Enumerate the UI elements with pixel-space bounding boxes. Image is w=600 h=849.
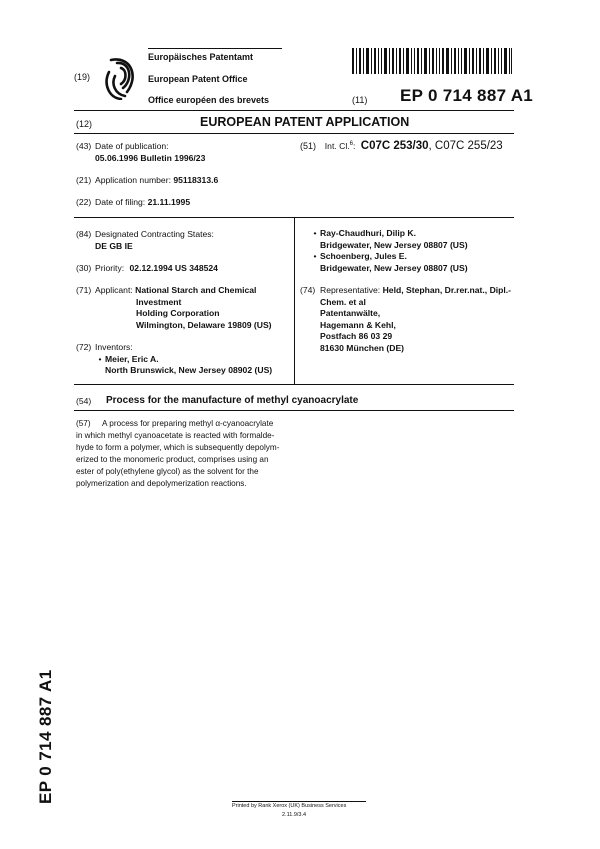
code-30: (30) — [76, 263, 92, 273]
field-21-application-number — [95, 175, 218, 187]
bullet-icon: • — [313, 251, 317, 261]
code-19: (19) — [74, 72, 91, 82]
side-publication-number: EP 0 714 887 A1 — [36, 669, 55, 804]
inventor-address: North Brunswick, New Jersey 08902 (US) — [105, 365, 273, 375]
abstract-line: hyde to form a polymer, which is subsequently depolym- — [76, 443, 280, 452]
abstract-line: ester of poly(ethylene glycol) as the solvent for the — [76, 467, 259, 476]
field-43-date-of-publication — [95, 141, 205, 164]
office-name-fr: Office européen des brevets — [148, 95, 270, 105]
abstract-line: (57) A process for preparing methyl α-cyanoacrylate — [76, 419, 274, 428]
footer-code: 2.11.9/3.4 — [282, 812, 307, 818]
code-74: (74) — [300, 285, 316, 295]
applicant-line: Wilmington, Delaware 19809 (US) — [136, 319, 272, 330]
inventor-address: Bridgewater, New Jersey 08807 (US) — [320, 262, 468, 273]
field-43-label: Date of publication: — [95, 141, 169, 151]
field-71-label: Applicant: — [95, 285, 133, 295]
document-type-title: EUROPEAN PATENT APPLICATION — [200, 115, 410, 129]
footer-printer: Printed by Rank Xerox (UK) Business Services — [232, 803, 347, 809]
code-11: (11) — [352, 95, 368, 105]
inventor-name: • Schoenberg, Jules E. — [310, 251, 468, 263]
office-name-en: European Patent Office — [148, 74, 248, 84]
field-22-value: 21.11.1995 — [147, 197, 191, 207]
field-72-inventors — [95, 342, 272, 377]
field-30-label: Priority: — [95, 263, 125, 273]
abstract-line: in which methyl cyanoacetate is reacted with formalde- — [76, 431, 275, 440]
code-72: (72) — [76, 342, 92, 352]
invention-title: Process for the manufacture of methyl cyanoacrylate — [106, 395, 359, 406]
field-51-secondary-class: , C07C 255/23 — [428, 140, 503, 152]
code-51: (51) — [300, 141, 317, 151]
applicant-line: Holding Corporation — [136, 308, 220, 318]
code-21: (21) — [76, 175, 92, 185]
publication-number: EP 0 714 887 A1 — [400, 86, 534, 105]
field-30-value: 02.12.1994 US 348524 — [129, 263, 218, 273]
abstract-line: erized to the monomeric product, comprises using an — [76, 455, 269, 464]
office-name-de: Europäisches Patentamt — [148, 52, 254, 62]
field-84-label: Designated Contracting States: — [95, 229, 214, 239]
representative-line: Held, Stephan, Dr.rer.nat., Dipl.- — [382, 285, 512, 295]
field-84-designated-states — [95, 229, 214, 252]
representative-line: Hagemann & Kehl, — [320, 319, 396, 330]
representative-line: Patentanwälte, — [320, 308, 381, 318]
bullet-icon: • — [98, 353, 102, 364]
field-71-applicant — [95, 285, 272, 331]
field-51-primary-class: C07C 253/30 — [360, 140, 429, 152]
field-51-int-cl — [300, 140, 503, 152]
title-bottom-rule — [74, 410, 514, 411]
applicant-line: National Starch and Chemical — [135, 285, 257, 295]
abstract — [76, 418, 284, 490]
epo-logo — [101, 54, 143, 100]
field-43-value: 05.06.1996 Bulletin 1996/23 — [95, 152, 206, 163]
field-22-label: Date of filing: — [95, 197, 146, 207]
field-74-label: Representative: — [320, 285, 381, 295]
representative-line: 81630 München (DE) — [320, 342, 405, 353]
code-12: (12) — [76, 119, 93, 129]
field-51-label: Int. Cl.$^6$: — [324, 141, 356, 151]
field-22-date-of-filing — [95, 197, 190, 209]
field-21-label: Application number: — [95, 175, 171, 185]
inventor-name: • Ray-Chaudhuri, Dilip K. — [310, 228, 468, 240]
code-71: (71) — [76, 285, 92, 295]
code-54: (54) — [76, 396, 92, 406]
inventor-address: Bridgewater, New Jersey 08807 (US) — [320, 239, 468, 250]
barcode — [352, 48, 512, 74]
doc-type-rule — [74, 133, 514, 134]
header-top-rule-left — [148, 48, 282, 49]
footer-rule — [232, 801, 366, 802]
column-divider — [294, 217, 295, 384]
code-57: (57) — [76, 419, 91, 428]
code-22: (22) — [76, 197, 92, 207]
code-84: (84) — [76, 229, 92, 239]
representative-line: Postfach 86 03 29 — [320, 331, 393, 341]
bullet-icon: • — [313, 228, 317, 238]
field-74-representative — [320, 285, 511, 354]
title-top-rule — [74, 384, 514, 385]
applicant-line: Investment — [136, 296, 182, 307]
code-43: (43) — [76, 141, 92, 151]
field-72-inventors-continued — [310, 228, 468, 274]
representative-line: Chem. et al — [320, 296, 366, 307]
field-21-value: 95118313.6 — [173, 175, 219, 185]
header-bottom-rule — [74, 110, 514, 111]
field-72-label: Inventors: — [95, 342, 133, 352]
inventor-name: • Meier, Eric A. — [95, 354, 272, 366]
field-30-priority — [95, 263, 218, 275]
abstract-line: polymerization and depolymerization reactions. — [76, 479, 247, 488]
field-84-value: DE GB IE — [95, 240, 133, 251]
